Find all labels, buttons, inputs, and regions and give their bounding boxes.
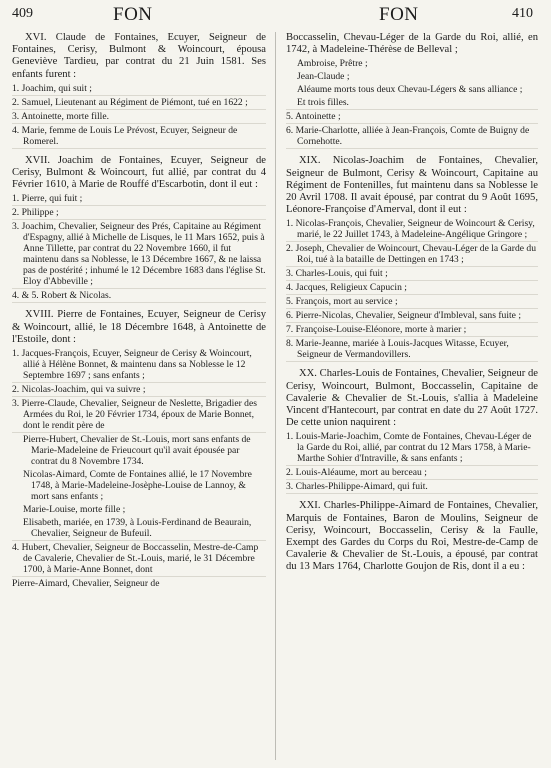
child-entry: Aléaume morts tous deux Chevau-Légers & sans alliance ; <box>297 84 523 96</box>
right-running-title: FON <box>379 4 419 25</box>
left-column <box>12 32 266 764</box>
child-entry: Pierre-Hubert, Chevalier de St.-Louis, mort sans enfants de Marie-Madeleine de Frieucourt qu'il avait épousée par contrat du 8 Novembre 1734. <box>23 434 251 468</box>
children-list <box>12 348 266 590</box>
genealogy-paragraph: XXI. Charles-Philippe-Aimard de Fontaines, Chevalier, Marquis de Fontaines, Baron de Moulins, Seigneur de Cerisy, Woincourt, Boccasselin, Cerisy & la Faulle, Exempt des Gardes du Corps du Roi, Mestre-de-Camp de Cavalerie & Chevalier de St.-Louis, a épousé, par contrat du 13 Mars 1764, Charlotte Goujon de Ris, dont il a eu : <box>286 500 538 573</box>
child-entry: 6. Pierre-Nicolas, Chevalier, Seigneur d'Imbleval, sans fuite ; <box>286 310 538 323</box>
genealogy-paragraph: XX. Charles-Louis de Fontaines, Chevalier, Seigneur de Cerisy, Woincourt, Bulmont, Boccasselin, Capitaine de Cavalerie & Chevalier de St.-Louis, s'allia à Madeleine Vincent d'Hantecourt, par contrat en date du 27 Août 1727. De cette union naquirent : <box>286 368 538 429</box>
genealogy-paragraph: XVIII. Pierre de Fontaines, Ecuyer, Seigneur de Cerisy & Woincourt, allié, le 18 Décembre 1648, à Antoinette de l'Estoile, dont : <box>12 309 266 345</box>
child-entry: 4. & 5. Robert & Nicolas. <box>12 290 266 303</box>
right-column <box>286 32 538 764</box>
child-entry: 3. Joachim, Chevalier, Seigneur des Prés, Capitaine au Régiment d'Espagny, allié à Michelle de Lisques, le 11 Mars 1652, puis à Anne Tillette, par contrat du 22 Novembre 1660, il fut maintenu dans sa Noblesse, le 13 Décembre 1667, & ne laissa pas de postérité ; inhumé le 12 Décembre 1683 dans l'église St. Eloy d'Abbeville ; <box>12 221 266 288</box>
child-entry: 2. Nicolas-Joachim, qui va suivre ; <box>12 384 266 397</box>
left-running-title: FON <box>113 4 153 25</box>
child-entry: 1. Pierre, qui fuit ; <box>12 193 266 206</box>
child-entry: 5. Antoinette ; <box>286 111 538 124</box>
child-entry: 3. Charles-Philippe-Aimard, qui fuit. <box>286 481 538 494</box>
child-entry: 2. Philippe ; <box>12 207 266 220</box>
child-entry: Marie-Louise, morte fille ; <box>23 504 126 516</box>
child-entry: 6. Marie-Charlotte, alliée à Jean-François, Comte de Buigny de Cornehotte. <box>286 125 538 149</box>
genealogy-paragraph: XVI. Claude de Fontaines, Ecuyer, Seigneur de Fontaines, Cerisy, Bulmont & Woincourt, épousa Geneviève Tardieu, par contrat du 21 Juin 1581. Ses enfants furent : <box>12 32 266 80</box>
child-entry: 5. François, mort au service ; <box>286 296 538 309</box>
children-list <box>286 431 538 494</box>
children-list <box>12 83 266 149</box>
child-entry: 4. Jacques, Religieux Capucin ; <box>286 282 538 295</box>
child-entry: 1. Louis-Marie-Joachim, Comte de Fontaines, Chevau-Léger de la Garde du Roi, allié, par contrat du 12 Mars 1758, à Marie-Marthe Sohier d'Intraville, & sans enfants ; <box>286 431 538 466</box>
child-entry: 2. Samuel, Lieutenant au Régiment de Piémont, tué en 1622 ; <box>12 97 266 110</box>
children-list <box>286 218 538 362</box>
right-page-number: 410 <box>512 6 533 21</box>
child-entry: 2. Louis-Aléaume, mort au berceau ; <box>286 467 538 480</box>
genealogy-paragraph: XIX. Nicolas-Joachim de Fontaines, Chevalier, Seigneur de Bulmont, Cerisy & Woincourt, Capitaine au Régiment de Fontenilles, fut maintenu dans sa Noblesse le 20 Avril 1708. Il avait épousé, par contrat du 9 Août 1695, Léonore-Françoise d'Amerval, dont il eut : <box>286 155 538 216</box>
children-list <box>286 58 538 149</box>
column-divider <box>275 32 276 760</box>
child-entry: 1. Jacques-François, Ecuyer, Seigneur de Cerisy & Woincourt, allié à Hélène Bonnet, & maintenu dans sa Noblesse le 12 Septembre 1697 ; sans enfants ; <box>12 348 266 383</box>
child-entry: 3. Antoinette, morte fille. <box>12 111 266 124</box>
genealogy-paragraph: XVII. Joachim de Fontaines, Ecuyer, Seigneur de Cerisy, Bulmont & Woincourt, fut allié, par contrat du 4 Février 1610, à Marie de Rouffé d'Escarbotin, dont il eut : <box>12 154 266 191</box>
child-entry: 4. Hubert, Chevalier, Seigneur de Boccasselin, Mestre-de-Camp de Cavalerie, Chevalier de St.-Louis, marié, le 31 Décembre 1700, à Marie-Anne Bonnet, dont <box>12 542 266 577</box>
child-entry: 1. Joachim, qui suit ; <box>12 83 266 96</box>
children-list <box>12 193 266 303</box>
child-entry: 3. Pierre-Claude, Chevalier, Seigneur de Neslette, Brigadier des Armées du Roi, le 20 Février 1734, époux de Marie Bonnet, dont le rendit père de <box>12 398 266 433</box>
child-entry: Nicolas-Aimard, Comte de Fontaines allié, le 17 Novembre 1748, à Marie-Madeleine-Josèphe-Louise de Lannoy, & mort sans enfants ; <box>23 469 252 503</box>
child-entry: Ambroise, Prêtre ; <box>297 58 368 70</box>
genealogy-paragraph: Boccasselin, Chevau-Léger de la Garde du Roi, allié, en 1742, à Madeleine-Thérèse de Belleval ; <box>286 32 538 56</box>
child-entry: Jean-Claude ; <box>297 71 350 83</box>
child-entry: 4. Marie, femme de Louis Le Prévost, Ecuyer, Seigneur de Romerel. <box>12 125 266 149</box>
left-page-number: 409 <box>12 6 33 21</box>
child-entry: 8. Marie-Jeanne, mariée à Louis-Jacques Witasse, Ecuyer, Seigneur de Vermandovillers. <box>286 338 538 362</box>
child-entry: 3. Charles-Louis, qui fuit ; <box>286 268 538 281</box>
child-entry: Elisabeth, mariée, en 1739, à Louis-Ferdinand de Beaurain, Chevalier, Seigneur de Bufeuil. <box>12 517 266 541</box>
child-entry: 7. Françoise-Louise-Eléonore, morte à marier ; <box>286 324 538 337</box>
child-entry: Et trois filles. <box>286 97 538 110</box>
child-entry: 1. Nicolas-François, Chevalier, Seigneur de Woincourt & Cerisy, marié, le 22 Juillet 1743, à Madeleine-Angélique Gringore ; <box>286 218 538 242</box>
child-entry: Pierre-Aimard, Chevalier, Seigneur de <box>12 578 160 590</box>
child-entry: 2. Joseph, Chevalier de Woincourt, Chevau-Léger de la Garde du Roi, tué à la bataille de Dettingen en 1743 ; <box>286 243 537 266</box>
